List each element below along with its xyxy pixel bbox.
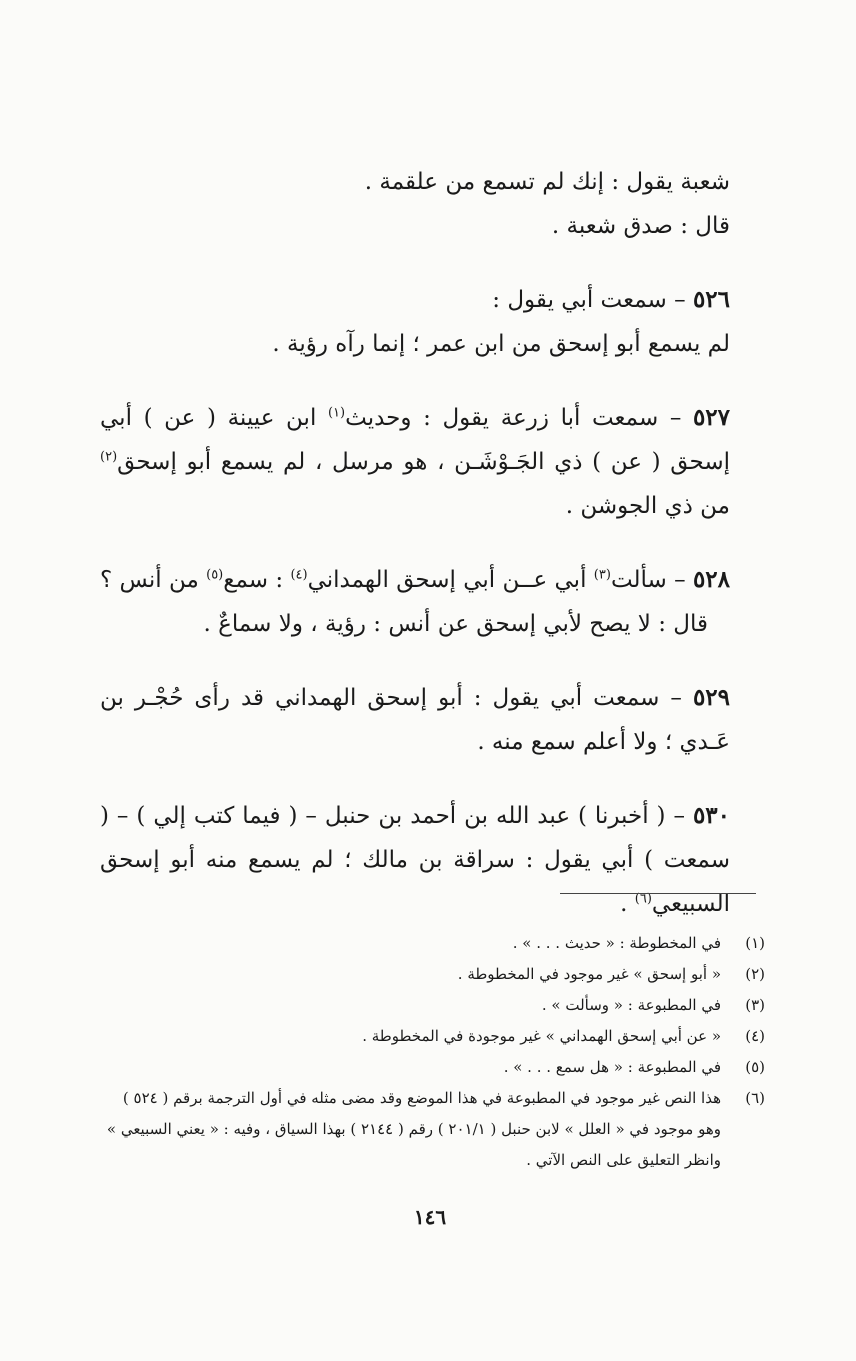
- passage-text: – سمعت أبي يقول :: [492, 287, 693, 313]
- passage-text: .: [620, 891, 635, 917]
- footnote-mark: (٣): [745, 996, 765, 1014]
- footnote-text: « عن أبي إسحق الهمداني » غير موجودة في المخطوطة .: [362, 1027, 721, 1045]
- passage-text: – سمعت أبي يقول : أبو إسحق الهمداني قد رأى حُجْـر بن عَـدي ؛ ولا أعلم سمع منه .: [100, 685, 730, 755]
- text-line: لم يسمع أبو إسحق من ابن عمر ؛ إنما رآه رؤية .: [272, 331, 730, 357]
- footnote-ref[interactable]: (٣): [593, 567, 611, 583]
- footnote-ref[interactable]: (٦): [634, 891, 652, 907]
- passage-number: ٥٢٧: [692, 404, 730, 431]
- footnote-mark: (١): [745, 934, 765, 952]
- footnote-mark: (٢): [745, 965, 765, 983]
- main-text: [100, 160, 730, 956]
- footnote-text: « أبو إسحق » غير موجود في المخطوطة .: [457, 965, 721, 983]
- text-line: شعبة يقول : إنك لم تسمع من علقمة .: [364, 169, 730, 195]
- passage-526: [100, 278, 730, 366]
- footnote-ref[interactable]: (٢): [100, 449, 118, 465]
- passage-text: من ذي الجوشن .: [565, 493, 730, 519]
- page-number: ١٤٦: [413, 1205, 447, 1229]
- footnote-text: في المخطوطة : « حديث . . . » .: [512, 934, 721, 952]
- footnote: [100, 1052, 765, 1083]
- text-line: [100, 278, 730, 322]
- footnote-ref[interactable]: (١): [327, 405, 346, 421]
- passage-text: – ( أخبرنا ) عبد الله بن أحمد بن حنبل – ( فيما كتب إلي ) – ( سمعت ) أبي يقول : سراقة بن مالك ؛ لم يسمع منه أبو إسحق السبيعي: [100, 803, 730, 917]
- footnotes: [100, 928, 765, 1176]
- passage-text: : سمع: [223, 567, 291, 593]
- footnote-divider: [560, 893, 756, 894]
- footnote-text: في المطبوعة : « هل سمع . . . » .: [503, 1058, 721, 1076]
- footnote: [100, 1083, 765, 1176]
- passage-text: – سمعت أبا زرعة يقول : وحديث: [345, 405, 693, 431]
- passage-number: ٥٢٩: [692, 684, 730, 711]
- text-line: [100, 558, 730, 602]
- passage-text: من أنس ؟: [100, 567, 207, 593]
- text-line: قال : لا يصح لأبي إسحق عن أنس : رؤية ، ولا سماعٌ .: [203, 611, 708, 637]
- passage-529: [100, 676, 730, 764]
- footnote: [100, 990, 765, 1021]
- passage-number: ٥٢٦: [692, 286, 730, 313]
- passage-text: أبي عــن أبي إسحق الهمداني: [307, 567, 594, 593]
- passage-text: – سألت: [610, 567, 693, 593]
- passage-number: ٥٢٨: [692, 566, 730, 593]
- passage-527: [100, 396, 730, 528]
- footnote-mark: (٥): [745, 1058, 765, 1076]
- footnote-ref[interactable]: (٤): [290, 567, 308, 583]
- footnote-ref[interactable]: (٥): [206, 567, 224, 583]
- footnote-text: في المطبوعة : « وسألت » .: [541, 996, 721, 1014]
- passage-text: ابن عيينة ( عن ) أبي إسحق ( عن ) ذي الجَـوْشَـن ، هو مرسل ، لم يسمع أبو إسحق: [100, 405, 730, 475]
- footnote: [100, 959, 765, 990]
- text-line: قال : صدق شعبة .: [551, 213, 730, 239]
- passage-continuation: [100, 160, 730, 248]
- footnote-mark: (٤): [745, 1027, 765, 1045]
- passage-528: [100, 558, 730, 646]
- footnote: [100, 1021, 765, 1052]
- passage-530: [100, 794, 730, 926]
- footnote-mark: (٦): [745, 1089, 765, 1107]
- footnote-text: هذا النص غير موجود في المطبوعة في هذا الموضع وقد مضى مثله في أول الترجمة برقم ( ٥٢٤ ) وهو موجود في « العلل » لابن حنبل ( ٢٠١/١ ) رقم ( ٢١٤٤ ) بهذا السياق ، وفيه : « يعني السبيعي » وانظر التعليق على النص الآتي .: [106, 1089, 721, 1169]
- passage-number: ٥٣٠: [692, 802, 730, 829]
- footnote: [100, 928, 765, 959]
